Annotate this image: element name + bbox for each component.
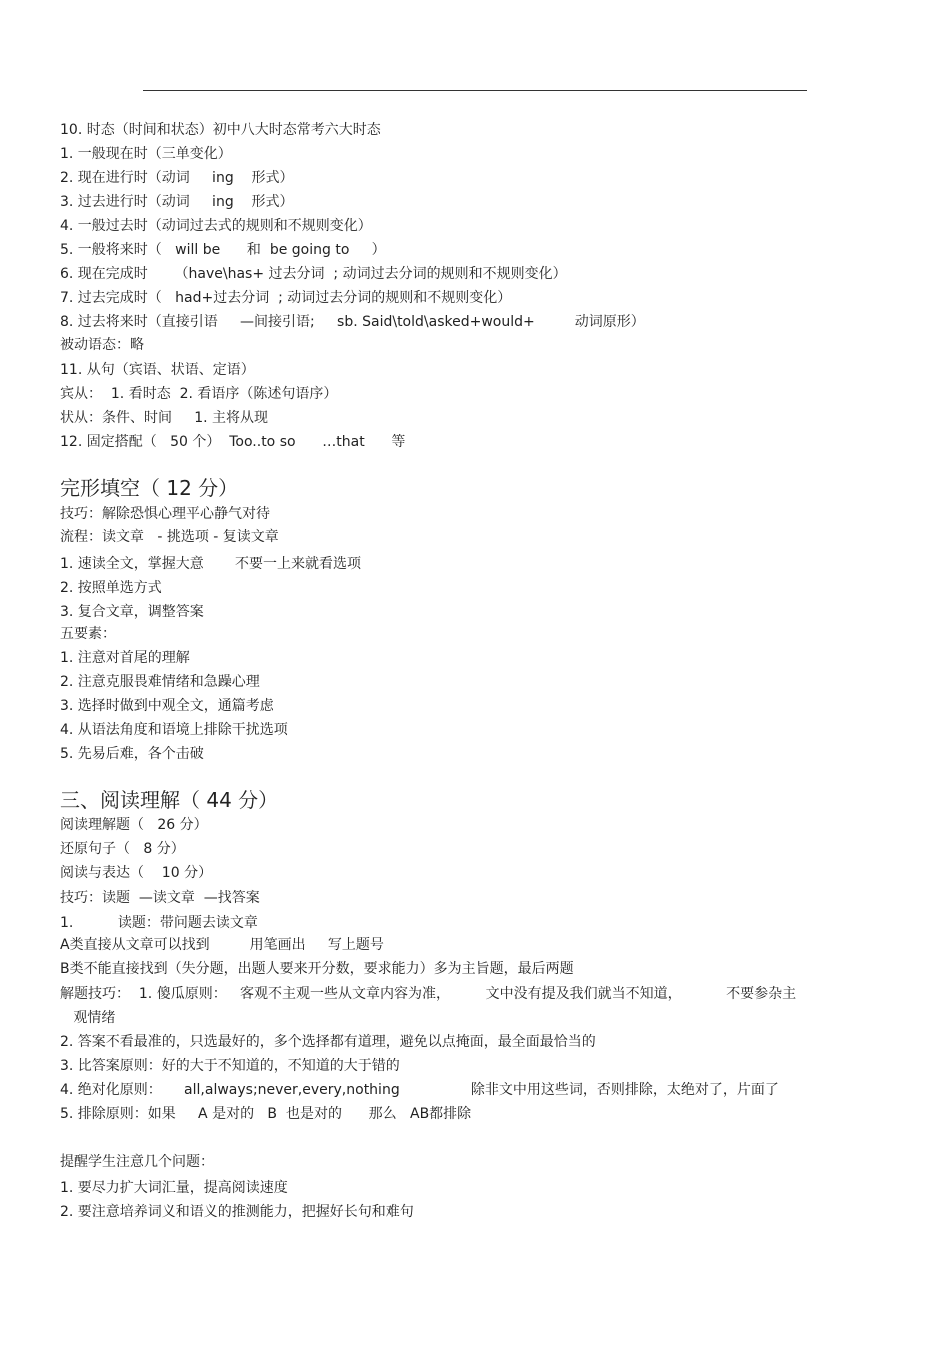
- text-line: 4. 绝对化原则： all,always;never,every,nothing 除非文中用这些词，否则排除，太绝对了，片面了: [60, 1082, 779, 1098]
- text-line: 流程：读文章 - 挑选项 - 复读文章: [60, 529, 279, 545]
- text-line: 五要素：: [60, 626, 116, 642]
- text-line: 阅读理解题（ 26 分）: [60, 817, 208, 833]
- text-line: 1. 读题：带问题去读文章: [60, 915, 258, 931]
- header-rule: [143, 90, 807, 91]
- text-line: 解题技巧： 1. 傻瓜原则： 客观不主观一些从文章内容为准， 文中没有提及我们就当不知道， 不要参杂主: [60, 986, 797, 1002]
- text-line: 5. 一般将来时（ will be 和 be going to ）: [60, 242, 386, 258]
- text-line: 12. 固定搭配（ 50 个） Too..to so …that 等: [60, 434, 406, 450]
- text-line: 3. 过去进行时（动词 ing 形式）: [60, 194, 294, 210]
- text-line: 3. 比答案原则：好的大于不知道的，不知道的大于错的: [60, 1058, 400, 1074]
- text-line: 技巧：读题 —读文章 —找答案: [60, 890, 260, 906]
- text-line: 1. 要尽力扩大词汇量，提高阅读速度: [60, 1180, 288, 1196]
- section-heading: 三、阅读理解（ 44 分）: [60, 788, 279, 812]
- text-line: 1. 注意对首尾的理解: [60, 650, 190, 666]
- text-line: 5. 排除原则：如果 A 是对的 B 也是对的 那么 AB都排除: [60, 1106, 472, 1122]
- text-line: 3. 选择时做到中观全文，通篇考虑: [60, 698, 274, 714]
- text-line: B类不能直接找到（失分题，出题人要来开分数，要求能力）多为主旨题，最后两题: [60, 961, 574, 977]
- text-line: 阅读与表达（ 10 分）: [60, 865, 213, 881]
- text-line: 观情绪: [60, 1010, 116, 1026]
- text-line: 技巧：解除恐惧心理平心静气对待: [60, 506, 270, 522]
- text-line: 2. 现在进行时（动词 ing 形式）: [60, 170, 294, 186]
- text-line: 8. 过去将来时（直接引语 —间接引语; sb. Said\told\asked+would+ 动词原形）: [60, 314, 645, 330]
- text-line: 10. 时态（时间和状态）初中八大时态常考六大时态: [60, 122, 381, 138]
- text-line: 4. 一般过去时（动词过去式的规则和不规则变化）: [60, 218, 372, 234]
- text-line: 2. 按照单选方式: [60, 580, 162, 596]
- text-line: 2. 注意克服畏难情绪和急躁心理: [60, 674, 260, 690]
- text-line: 2. 要注意培养词义和语义的推测能力，把握好长句和难句: [60, 1204, 414, 1220]
- text-line: A类直接从文章可以找到 用笔画出 写上题号: [60, 937, 384, 953]
- text-line: 2. 答案不看最准的，只选最好的，多个选择都有道理，避免以点掩面，最全面最恰当的: [60, 1034, 596, 1050]
- text-line: 6. 现在完成时 （have\has+ 过去分词 ; 动词过去分词的规则和不规则变化）: [60, 266, 567, 282]
- text-line: 还原句子（ 8 分）: [60, 841, 185, 857]
- text-line: 被动语态：略: [60, 337, 144, 353]
- text-line: 11. 从句（宾语、状语、定语）: [60, 362, 255, 378]
- text-line: 1. 一般现在时（三单变化）: [60, 146, 232, 162]
- text-line: 4. 从语法角度和语境上排除干扰选项: [60, 722, 288, 738]
- text-line: 提醒学生注意几个问题：: [60, 1154, 214, 1170]
- text-line: 1. 速读全文，掌握大意 不要一上来就看选项: [60, 556, 361, 572]
- text-line: 5. 先易后难，各个击破: [60, 746, 204, 762]
- text-line: 宾从： 1. 看时态 2. 看语序（陈述句语序）: [60, 386, 338, 402]
- text-line: 7. 过去完成时（ had+过去分词 ; 动词过去分词的规则和不规则变化）: [60, 290, 512, 306]
- text-line: 3. 复合文章，调整答案: [60, 604, 204, 620]
- section-heading: 完形填空（ 12 分）: [60, 476, 239, 500]
- text-line: 状从：条件、时间 1. 主将从现: [60, 410, 269, 426]
